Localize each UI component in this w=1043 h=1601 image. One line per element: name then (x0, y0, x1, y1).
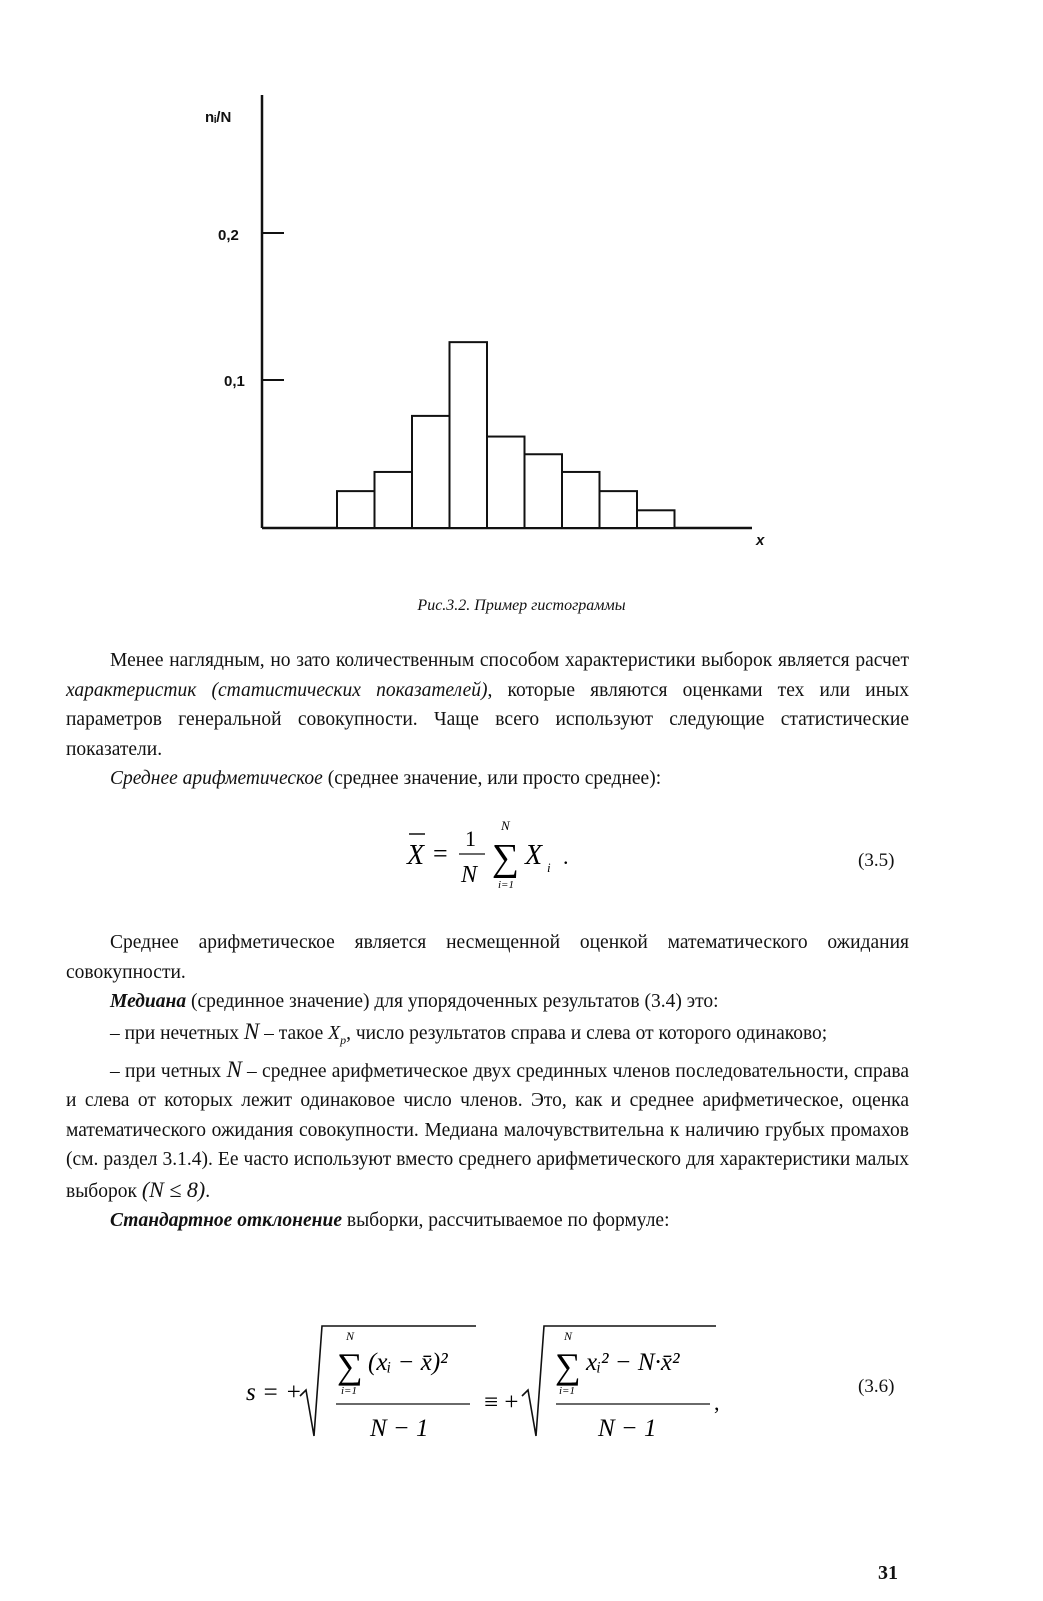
paragraph: Медиана (срединное значение) для упорядоченных результатов (3.4) это: (110, 991, 719, 1012)
equation-number: (3.5) (858, 850, 895, 871)
histogram-bar (487, 437, 525, 528)
paragraph: Среднее арифметическое (среднее значение, или просто среднее): (110, 768, 662, 789)
eq-sum-bottom: i=1 (498, 879, 514, 891)
eq-numerator-2: xᵢ² − N·x̄² (586, 1349, 680, 1376)
eq-term: X (525, 840, 543, 871)
term-mean: Среднее арифметическое (110, 768, 323, 789)
svg-text:N: N (346, 1329, 355, 1343)
paragraph: Среднее арифметическое является несмещенной оценкой математического ожидания совокупности. (66, 932, 909, 983)
eq-denominator-1: N − 1 (370, 1415, 429, 1442)
eq-sum-top: N (501, 818, 510, 833)
figure-caption: Рис.3.2. Пример гистограммы (417, 597, 626, 614)
histogram-bar (412, 416, 450, 528)
equation-3-5 (395, 812, 595, 892)
emphasis-term: характеристик (статистических показателей) (66, 679, 488, 701)
term-std-dev: Стандартное отклонение (110, 1210, 342, 1232)
eq-denominator: N (461, 862, 478, 888)
paragraph: Менее наглядным, но зато количественным способом характеристики выборок является расчет характеристик (статистических показателей), которые являются оценками тех или иных параметров генеральной совокупности. Чаще всего используют следующие статистические показатели. (66, 650, 909, 760)
svg-text:,: , (714, 1390, 720, 1415)
eq-equiv: ≡ + (484, 1389, 519, 1416)
svg-text:i=1: i=1 (559, 1385, 575, 1397)
bars-group (337, 342, 675, 528)
svg-text:N: N (564, 1329, 573, 1343)
histogram-bar (600, 491, 638, 528)
histogram-bar (562, 472, 600, 528)
eq-numerator: 1 (465, 826, 476, 851)
svg-text:=: = (433, 839, 448, 868)
histogram-bar (337, 491, 375, 528)
y-axis-label: nᵢ/N (205, 109, 232, 126)
histogram-chart (0, 0, 1043, 590)
paragraph: – при четных N – среднее арифметическое двух срединных членов последовательности, справа и слева от которых лежит одинаковое число членов. Это, как и среднее арифметическое, оценка математического ожидания совокупности. Медиана малочувствительна к наличию грубых промахов (см. раздел 3.1.4). Ее часто используют вместо среднего арифметического для характеристики малых выборок (N ≤ 8). (66, 1056, 909, 1202)
eq-lhs: X (407, 840, 425, 871)
text-block-1 (66, 646, 909, 794)
histogram-bar (525, 454, 563, 528)
sigma-icon: ∑ (492, 837, 520, 879)
term-median: Медиана (110, 991, 187, 1012)
sigma-icon: ∑ (555, 1346, 581, 1386)
sigma-icon: ∑ (337, 1346, 363, 1386)
eq-lhs: s = + (246, 1379, 302, 1406)
histogram-bar (450, 342, 488, 528)
histogram-bar (375, 472, 413, 528)
histogram-bar (637, 510, 675, 528)
eq-numerator-1: (xᵢ − x̄)² (368, 1349, 448, 1376)
ytick-label: 0,1 (224, 373, 245, 390)
ytick-label: 0,2 (218, 227, 239, 244)
paragraph: – при нечетных N – такое $X_p$, число результатов справа и слева от которого одинаково; (110, 1018, 828, 1047)
x-axis-label: x (756, 532, 765, 549)
equation-3-6 (240, 1318, 740, 1448)
equation-number: (3.6) (858, 1376, 895, 1397)
svg-text:.: . (563, 844, 569, 869)
page-number: 31 (878, 1562, 898, 1584)
svg-text:i: i (547, 860, 551, 875)
text-block-2 (66, 928, 909, 1236)
eq-denominator-2: N − 1 (598, 1415, 657, 1442)
paragraph: Стандартное отклонение выборки, рассчитываемое по формуле: (110, 1210, 670, 1232)
svg-text:i=1: i=1 (341, 1385, 357, 1397)
